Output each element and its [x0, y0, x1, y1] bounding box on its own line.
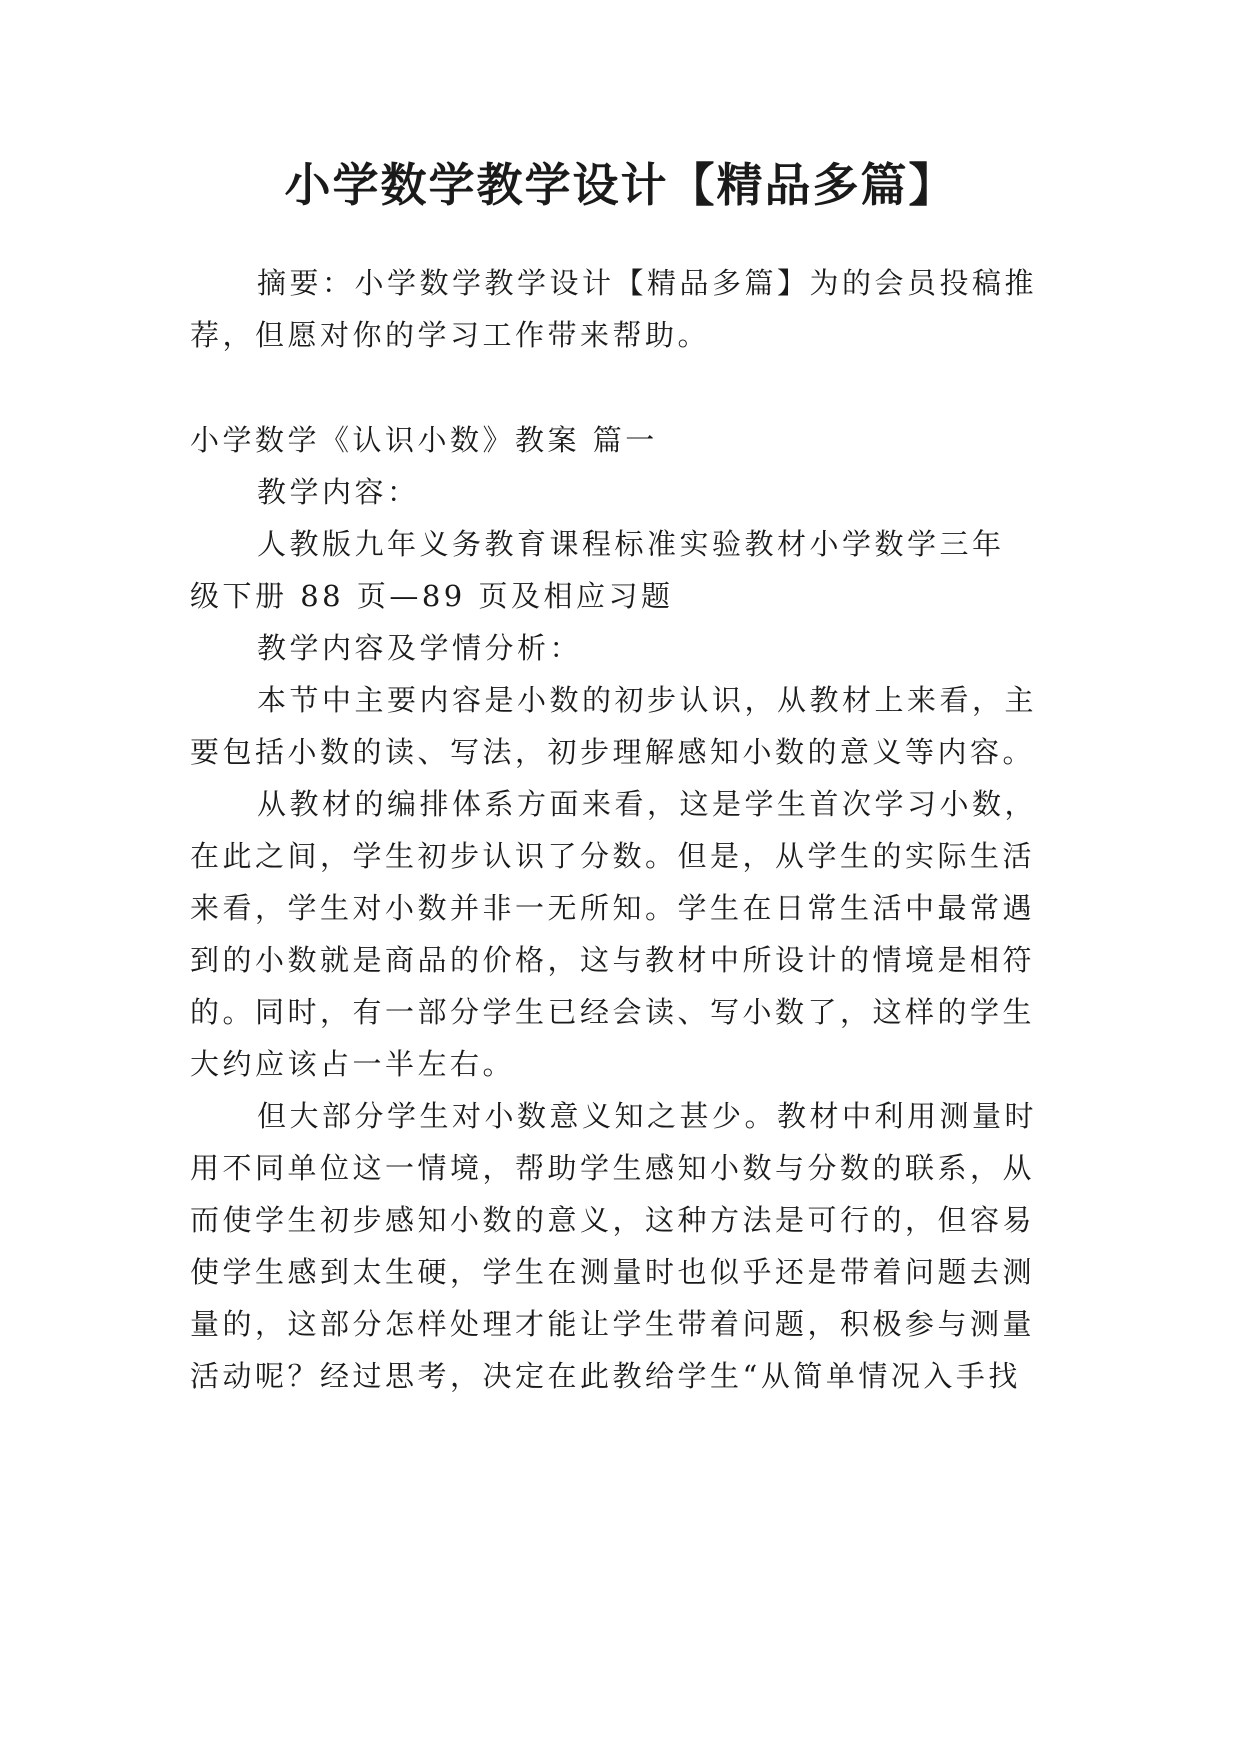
abstract-line-2: 荐，但愿对你的学习工作带来帮助。 [190, 318, 711, 352]
paragraph-line: 用不同单位这一情境，帮助学生感知小数与分数的联系，从 [190, 1151, 1036, 1185]
document-title: 小学数学教学设计【精品多篇】 [284, 158, 957, 212]
paragraph-line: 量的，这部分怎样处理才能让学生带着问题，积极参与测量 [190, 1307, 1036, 1341]
paragraph-line: 教学内容： [257, 475, 420, 509]
paragraph-line: 的。同时，有一部分学生已经会读、写小数了，这样的学生 [190, 995, 1036, 1029]
paragraph-line: 教学内容及学情分析： [257, 631, 583, 665]
paragraph-line: 到的小数就是商品的价格，这与教材中所设计的情境是相符 [190, 943, 1036, 977]
abstract-line-1: 摘要：小学数学教学设计【精品多篇】为的会员投稿推 [257, 266, 1038, 300]
paragraph-line: 本节中主要内容是小数的初步认识，从教材上来看，主 [257, 683, 1038, 717]
paragraph-line: 而使学生初步感知小数的意义，这种方法是可行的，但容易 [190, 1203, 1036, 1237]
paragraph-line: 但大部分学生对小数意义知之甚少。教材中利用测量时 [257, 1099, 1038, 1133]
paragraph-line: 从教材的编排体系方面来看，这是学生首次学习小数， [257, 787, 1038, 821]
paragraph-line: 大约应该占一半左右。 [190, 1047, 516, 1081]
paragraph-line: 来看，学生对小数并非一无所知。学生在日常生活中最常遇 [190, 891, 1036, 925]
paragraph-line: 人教版九年义务教育课程标准实验教材小学数学三年 [257, 527, 1005, 561]
paragraph-line: 在此之间，学生初步认识了分数。但是，从学生的实际生活 [190, 839, 1036, 873]
paragraph-line: 级下册 88 页—89 页及相应习题 [190, 579, 674, 613]
section-heading: 小学数学《认识小数》教案 篇一 [190, 423, 658, 457]
paragraph-line: 使学生感到太生硬，学生在测量时也似乎还是带着问题去测 [190, 1255, 1036, 1289]
paragraph-line: 要包括小数的读、写法，初步理解感知小数的意义等内容。 [190, 735, 1036, 769]
paragraph-line: 活动呢？经过思考，决定在此教给学生“从简单情况入手找 [190, 1359, 1021, 1393]
